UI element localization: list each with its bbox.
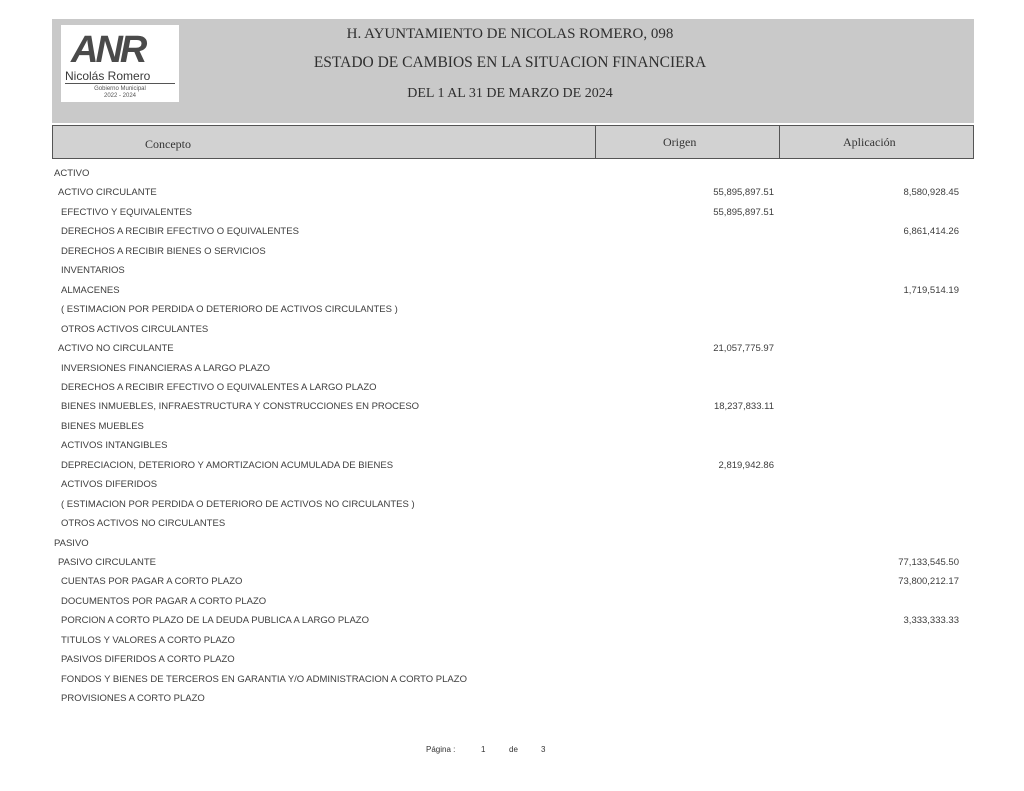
table-row-label: ACTIVOS DIFERIDOS — [61, 479, 158, 490]
table-row-label: INVERSIONES FINANCIERAS A LARGO PLAZO — [61, 363, 271, 374]
table-row-label: ACTIVOS INTANGIBLES — [61, 440, 168, 451]
logo-caption: Gobierno Municipal — [94, 86, 146, 92]
column-header-concepto: Concepto — [145, 137, 191, 151]
table-row-label: ACTIVO NO CIRCULANTE — [58, 343, 174, 354]
table-row-origen: 21,057,775.97 — [713, 343, 774, 354]
table-row-label: OTROS ACTIVOS CIRCULANTES — [61, 324, 209, 335]
table-row-label: ACTIVO CIRCULANTE — [58, 187, 157, 198]
table-row-label: ( ESTIMACION POR PERDIDA O DETERIORO DE ACTIVOS CIRCULANTES ) — [61, 304, 398, 315]
table-row-label: DEPRECIACION, DETERIORO Y AMORTIZACION ACUMULADA DE BIENES — [61, 460, 394, 471]
table-row-label: PORCION A CORTO PLAZO DE LA DEUDA PUBLICA A LARGO PLAZO — [61, 615, 369, 626]
report-period: DEL 1 AL 31 DE MARZO DE 2024 — [407, 86, 613, 101]
page-label: Página : — [426, 745, 456, 754]
table-row-label: CUENTAS POR PAGAR A CORTO PLAZO — [61, 576, 243, 587]
table-row-aplicacion: 8,580,928.45 — [903, 187, 959, 198]
logo-mark: ANR — [71, 29, 145, 71]
table-row-label: BIENES MUEBLES — [61, 421, 144, 432]
column-header-aplicacion: Aplicación — [843, 135, 896, 149]
column-divider — [595, 126, 596, 158]
page-current: 1 — [481, 745, 486, 754]
table-row-label: OTROS ACTIVOS NO CIRCULANTES — [61, 518, 226, 529]
table-row-aplicacion: 3,333,333.33 — [903, 615, 959, 626]
table-row-label: DOCUMENTOS POR PAGAR A CORTO PLAZO — [61, 596, 267, 607]
table-row-aplicacion: 77,133,545.50 — [898, 557, 959, 568]
table-row-label: EFECTIVO Y EQUIVALENTES — [61, 207, 192, 218]
logo-years: 2022 - 2024 — [103, 93, 137, 99]
table-row-label: PASIVO CIRCULANTE — [58, 557, 157, 568]
page-total: 3 — [541, 745, 546, 754]
table-row-aplicacion: 73,800,212.17 — [898, 576, 959, 587]
municipal-logo — [61, 25, 179, 102]
table-row-aplicacion: 1,719,514.19 — [903, 285, 959, 296]
table-row-label: ALMACENES — [61, 285, 120, 296]
column-header-origen: Origen — [663, 135, 697, 149]
table-row-origen: 18,237,833.11 — [713, 401, 774, 412]
table-row-label: PASIVOS DIFERIDOS A CORTO PLAZO — [61, 654, 235, 665]
table-row-label: PASIVO — [54, 538, 89, 549]
column-divider — [779, 126, 780, 158]
table-row-label: DERECHOS A RECIBIR BIENES O SERVICIOS — [61, 246, 266, 257]
table-row-origen: 55,895,897.51 — [713, 207, 774, 218]
table-row-label: ( ESTIMACION POR PERDIDA O DETERIORO DE ACTIVOS NO CIRCULANTES ) — [61, 499, 415, 510]
table-row-label: INVENTARIOS — [61, 265, 125, 276]
table-row-label: ACTIVO — [54, 168, 90, 179]
table-row-origen: 2,819,942.86 — [718, 460, 774, 471]
table-row-aplicacion: 6,861,414.26 — [903, 226, 959, 237]
table-row-label: FONDOS Y BIENES DE TERCEROS EN GARANTIA Y/O ADMINISTRACION A CORTO PLAZO — [61, 674, 467, 685]
logo-name: Nicolás Romero — [65, 70, 175, 84]
table-row-label: TITULOS Y VALORES A CORTO PLAZO — [61, 635, 235, 646]
table-row-label: DERECHOS A RECIBIR EFECTIVO O EQUIVALENTES A LARGO PLAZO — [61, 382, 377, 393]
column-header-row — [52, 125, 974, 159]
report-entity-title: H. AYUNTAMIENTO DE NICOLAS ROMERO, 098 — [346, 26, 674, 42]
page-of-label: de — [509, 745, 518, 754]
table-row-label: BIENES INMUEBLES, INFRAESTRUCTURA Y CONSTRUCCIONES EN PROCESO — [61, 401, 420, 412]
table-row-origen: 55,895,897.51 — [713, 187, 774, 198]
table-row-label: DERECHOS A RECIBIR EFECTIVO O EQUIVALENTES — [61, 226, 299, 237]
report-title: ESTADO DE CAMBIOS EN LA SITUACION FINANCIERA — [313, 54, 707, 71]
table-row-label: PROVISIONES A CORTO PLAZO — [61, 693, 205, 704]
